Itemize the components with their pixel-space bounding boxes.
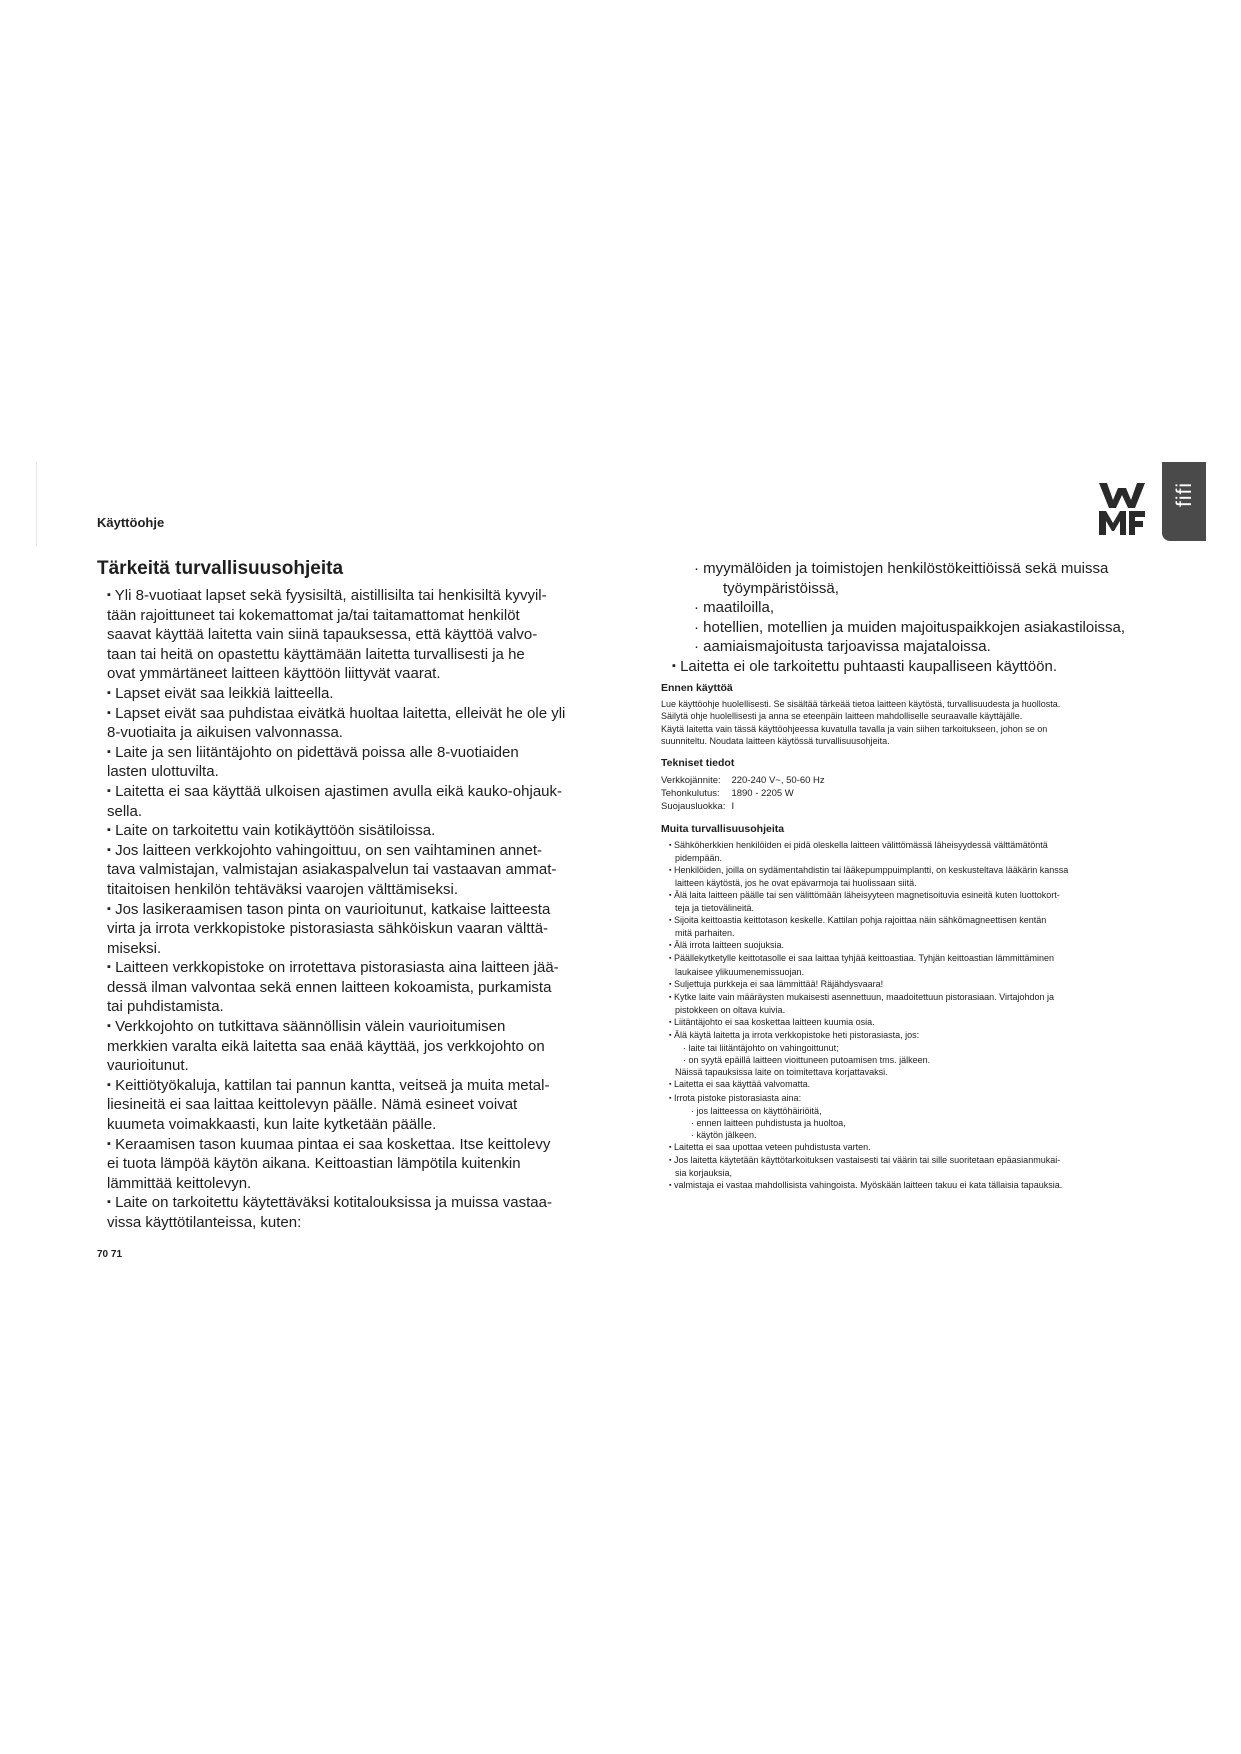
tech-section [661, 757, 1141, 813]
safety-item: ▪ Yli 8-vuotiaat lapset sekä fyysisiltä, aistillisilta tai henkisiltä kyvyil- tään rajoittuneet tai kokemattomat ja/tai taitamattomat henkilöt saavat käyttää laitetta vain siinä tapauksessa, että käyttöä valvo- taan tai heitä on opastettu käyttämään laitetta turvallisesti ja he ovat ymmärtäneet laitteen käyttöön liittyvät vaarat. [107, 587, 547, 683]
other-safety-section [661, 823, 1141, 1193]
language-tab-label: fifi [1173, 482, 1196, 507]
list-item: laitteen käytöstä, jos he ovat epävarmoja tai huolissaan siitä. [675, 877, 917, 888]
list-item: ▪ Liitäntäjohto ei saa koskettaa laitteen kuumia osia. [669, 1016, 875, 1027]
other-safety-heading: Muita turvallisuusohjeita [661, 822, 785, 835]
safety-item: ▪ Laite on tarkoitettu vain kotikäyttöön sisätiloissa. [107, 822, 436, 840]
right-column [661, 559, 1141, 1192]
safety-item: ▪ Verkkojohto on tutkittava säännöllisin välein vaurioitumisen merkkien varalta eikä laitetta saa enää käyttää, jos verkkojohto on vaurioitunut. [107, 1018, 545, 1075]
list-item: teja ja tietovälineitä. [675, 903, 755, 914]
list-item: ▪ Henkilöiden, joilla on sydämentahdistin tai lääkepumppuimplantti, on keskusteltava lääkärin kanssa [669, 864, 1069, 875]
list-item: pistokkeen on oltava kuivia. [675, 1004, 786, 1015]
tech-row: Tehonkulutus: 1890 - 2205 W [661, 787, 794, 799]
usage-item: ▪ Laitetta ei ole tarkoitettu puhtaasti kaupalliseen käyttöön. [672, 657, 1057, 675]
safety-item: ▪ Keraamisen tason kuumaa pintaa ei saa koskettaa. Itse keittolevy ei tuota lämpöä käytön aikana. Keittoastian lämpötila kuitenkin lämmittää keittolevyn. [107, 1135, 551, 1192]
list-item: ▪ Älä laita laitteen päälle tai sen välittömään läheisyyteen magnetisoituvia esineitä kuten luottokort- [669, 890, 1060, 900]
before-use-section [661, 682, 1141, 748]
before-use-text: Lue käyttöohje huolellisesti. Se sisältää tärkeää tietoa laitteen käytöstä, turvallisuudesta ja huollosta. Säilytä ohje huolellisesti ja anna se eteenpäin laitteen mahdolliselle seuraavalle käyttäjälle. Käytä laitetta vain tässä käyttöohjeessa kuvatulla tavalla ja vain siihen tarkoitukseen, johon se on suunniteltu. Noudata laitteen käytössä turvallisuusohjeita. [661, 699, 1061, 747]
list-item: ▪ Päällekytketylle keittotasolle ei saa laittaa tyhjää keittoastiaa. Tyhjän keittoastian lämmittäminen [669, 953, 1055, 964]
list-item: laukaisee ylikuumenemissuojan. [675, 966, 805, 977]
usage-item: · myymälöiden ja toimistojen henkilöstökeittiöissä sekä muissa työympäristöissä, [694, 560, 1109, 597]
usage-item: · aamiaismajoitusta tarjoavissa majataloissa. [694, 638, 991, 655]
list-item: ▪ Älä irrota laitteen suojuksia. [669, 940, 785, 951]
list-item: ▪ Kytke laite vain määräysten mukaisesti asennettuun, maadoitettuun pistorasiaan. Virtajohdon ja [669, 991, 1055, 1002]
list-item: ▪ Laitetta ei saa upottaa veteen puhdistusta varten. [669, 1141, 871, 1152]
list-item: · ennen laitteen puhdistusta ja huoltoa, [691, 1117, 846, 1128]
list-item: ▪ Sähköherkkien henkilöiden ei pidä oleskella laitteen välittömässä läheisyydessä välttämätöntä [669, 839, 1048, 850]
safety-item: ▪ Laite ja sen liitäntäjohto on pidettävä poissa alle 8-vuotiaiden lasten ulottuvilta. [107, 743, 519, 781]
page-spine [36, 462, 37, 546]
list-item: · käytön jälkeen. [691, 1129, 757, 1140]
tech-row: Suojausluokka: I [661, 800, 735, 812]
other-safety-list [661, 839, 1141, 1193]
list-item: ▪ Laitetta ei saa käyttää valvomatta. [669, 1079, 811, 1090]
safety-item: ▪ Laite on tarkoitettu käytettäväksi kotitalouksissa ja muissa vastaa- vissa käyttötilanteissa, kuten: [107, 1194, 552, 1231]
tech-table [661, 774, 1141, 813]
page-numbers: 70 71 [97, 1249, 123, 1260]
usage-contexts [661, 559, 1141, 676]
list-item: ▪ Irrota pistoke pistorasiasta aina: [669, 1092, 802, 1103]
list-item: ▪ Älä käytä laitetta ja irrota verkkopistoke heti pistorasiasta, jos: [669, 1030, 920, 1041]
list-item: ▪ Suljettuja purkkeja ei saa lämmittää! Räjähdysvaara! [669, 978, 884, 989]
list-item: ▪ Jos laitetta käytetään käyttötarkoituksen vastaisesti tai väärin tai sille suoritetaan epäasianmukai- [669, 1154, 1061, 1165]
safety-item: ▪ Laitteen verkkopistoke on irrotettava pistorasiasta aina laitteen jää- dessä ilman valvontaa sekä ennen laitteen kokoamista, purkamista tai puhdistamista. [107, 959, 559, 1016]
section-label: Käyttöohje [97, 515, 165, 530]
list-item: ▪ valmistaja ei vastaa mahdollisista vahingoista. Myöskään laitteen takuu ei kata tällaisia tapauksia. [669, 1180, 1063, 1191]
safety-instructions [107, 586, 599, 1233]
tech-row: Verkkojännite: 220-240 V~, 50-60 Hz [661, 774, 825, 786]
list-item: sia korjauksia, [675, 1168, 733, 1179]
page-title: Tärkeitä turvallisuusohjeita [97, 558, 344, 579]
wmf-logo [1099, 483, 1145, 535]
safety-item: ▪ Keittiötyökaluja, kattilan tai pannun kantta, veitseä ja muita metal- liesineitä ei saa laittaa keittolevyn päälle. Nämä esineet voivat kuumeta voimakkaasti, kun laite kytketään päälle. [107, 1076, 550, 1134]
list-item: Näissä tapauksissa laite on toimitettava korjattavaksi. [675, 1067, 888, 1078]
before-use-heading: Ennen käyttöä [661, 682, 733, 694]
list-item: · on syytä epäillä laitteen vioittuneen putoamisen tms. jälkeen. [683, 1055, 931, 1066]
safety-item: ▪ Lapset eivät saa leikkiä laitteella. [107, 684, 334, 702]
safety-item: ▪ Laitetta ei saa käyttää ulkoisen ajastimen avulla eikä kauko-ohjauk- sella. [107, 782, 562, 820]
usage-item: · maatiloilla, [694, 599, 775, 616]
list-item: ▪ Sijoita keittoastia keittotason keskelle. Kattilan pohja rajoittaa näin sähkömagneettisen kentän [669, 915, 1047, 926]
usage-item: · hotellien, motellien ja muiden majoituspaikkojen asiakastiloissa, [694, 618, 1126, 636]
tech-heading: Tekniset tiedot [661, 756, 735, 769]
list-item: pidempään. [675, 852, 723, 863]
language-tab [1162, 462, 1206, 541]
list-item: · jos laitteessa on käyttöhäiriöitä, [691, 1105, 822, 1116]
safety-item: ▪ Lapset eivät saa puhdistaa eivätkä huoltaa laitetta, elleivät he ole yli 8-vuotiaita ja aikuisen valvonnassa. [107, 704, 566, 742]
safety-item: ▪ Jos laitteen verkkojohto vahingoittuu, on sen vaihtaminen annet- tava valmistajan, valmistajan asiakaspalvelun tai vastaavan ammat- titaitoisen henkilön tehtäväksi vaarojen välttämiseksi. [107, 841, 557, 898]
list-item: mitä parhaiten. [675, 928, 735, 939]
safety-item: ▪ Jos lasikeraamisen tason pinta on vaurioitunut, katkaise laitteesta virta ja irrota verkkopistoke pistorasiasta sähköiskun vaaran välttä- miseksi. [107, 900, 551, 957]
list-item: · laite tai liitäntäjohto on vahingoittunut; [683, 1043, 839, 1054]
